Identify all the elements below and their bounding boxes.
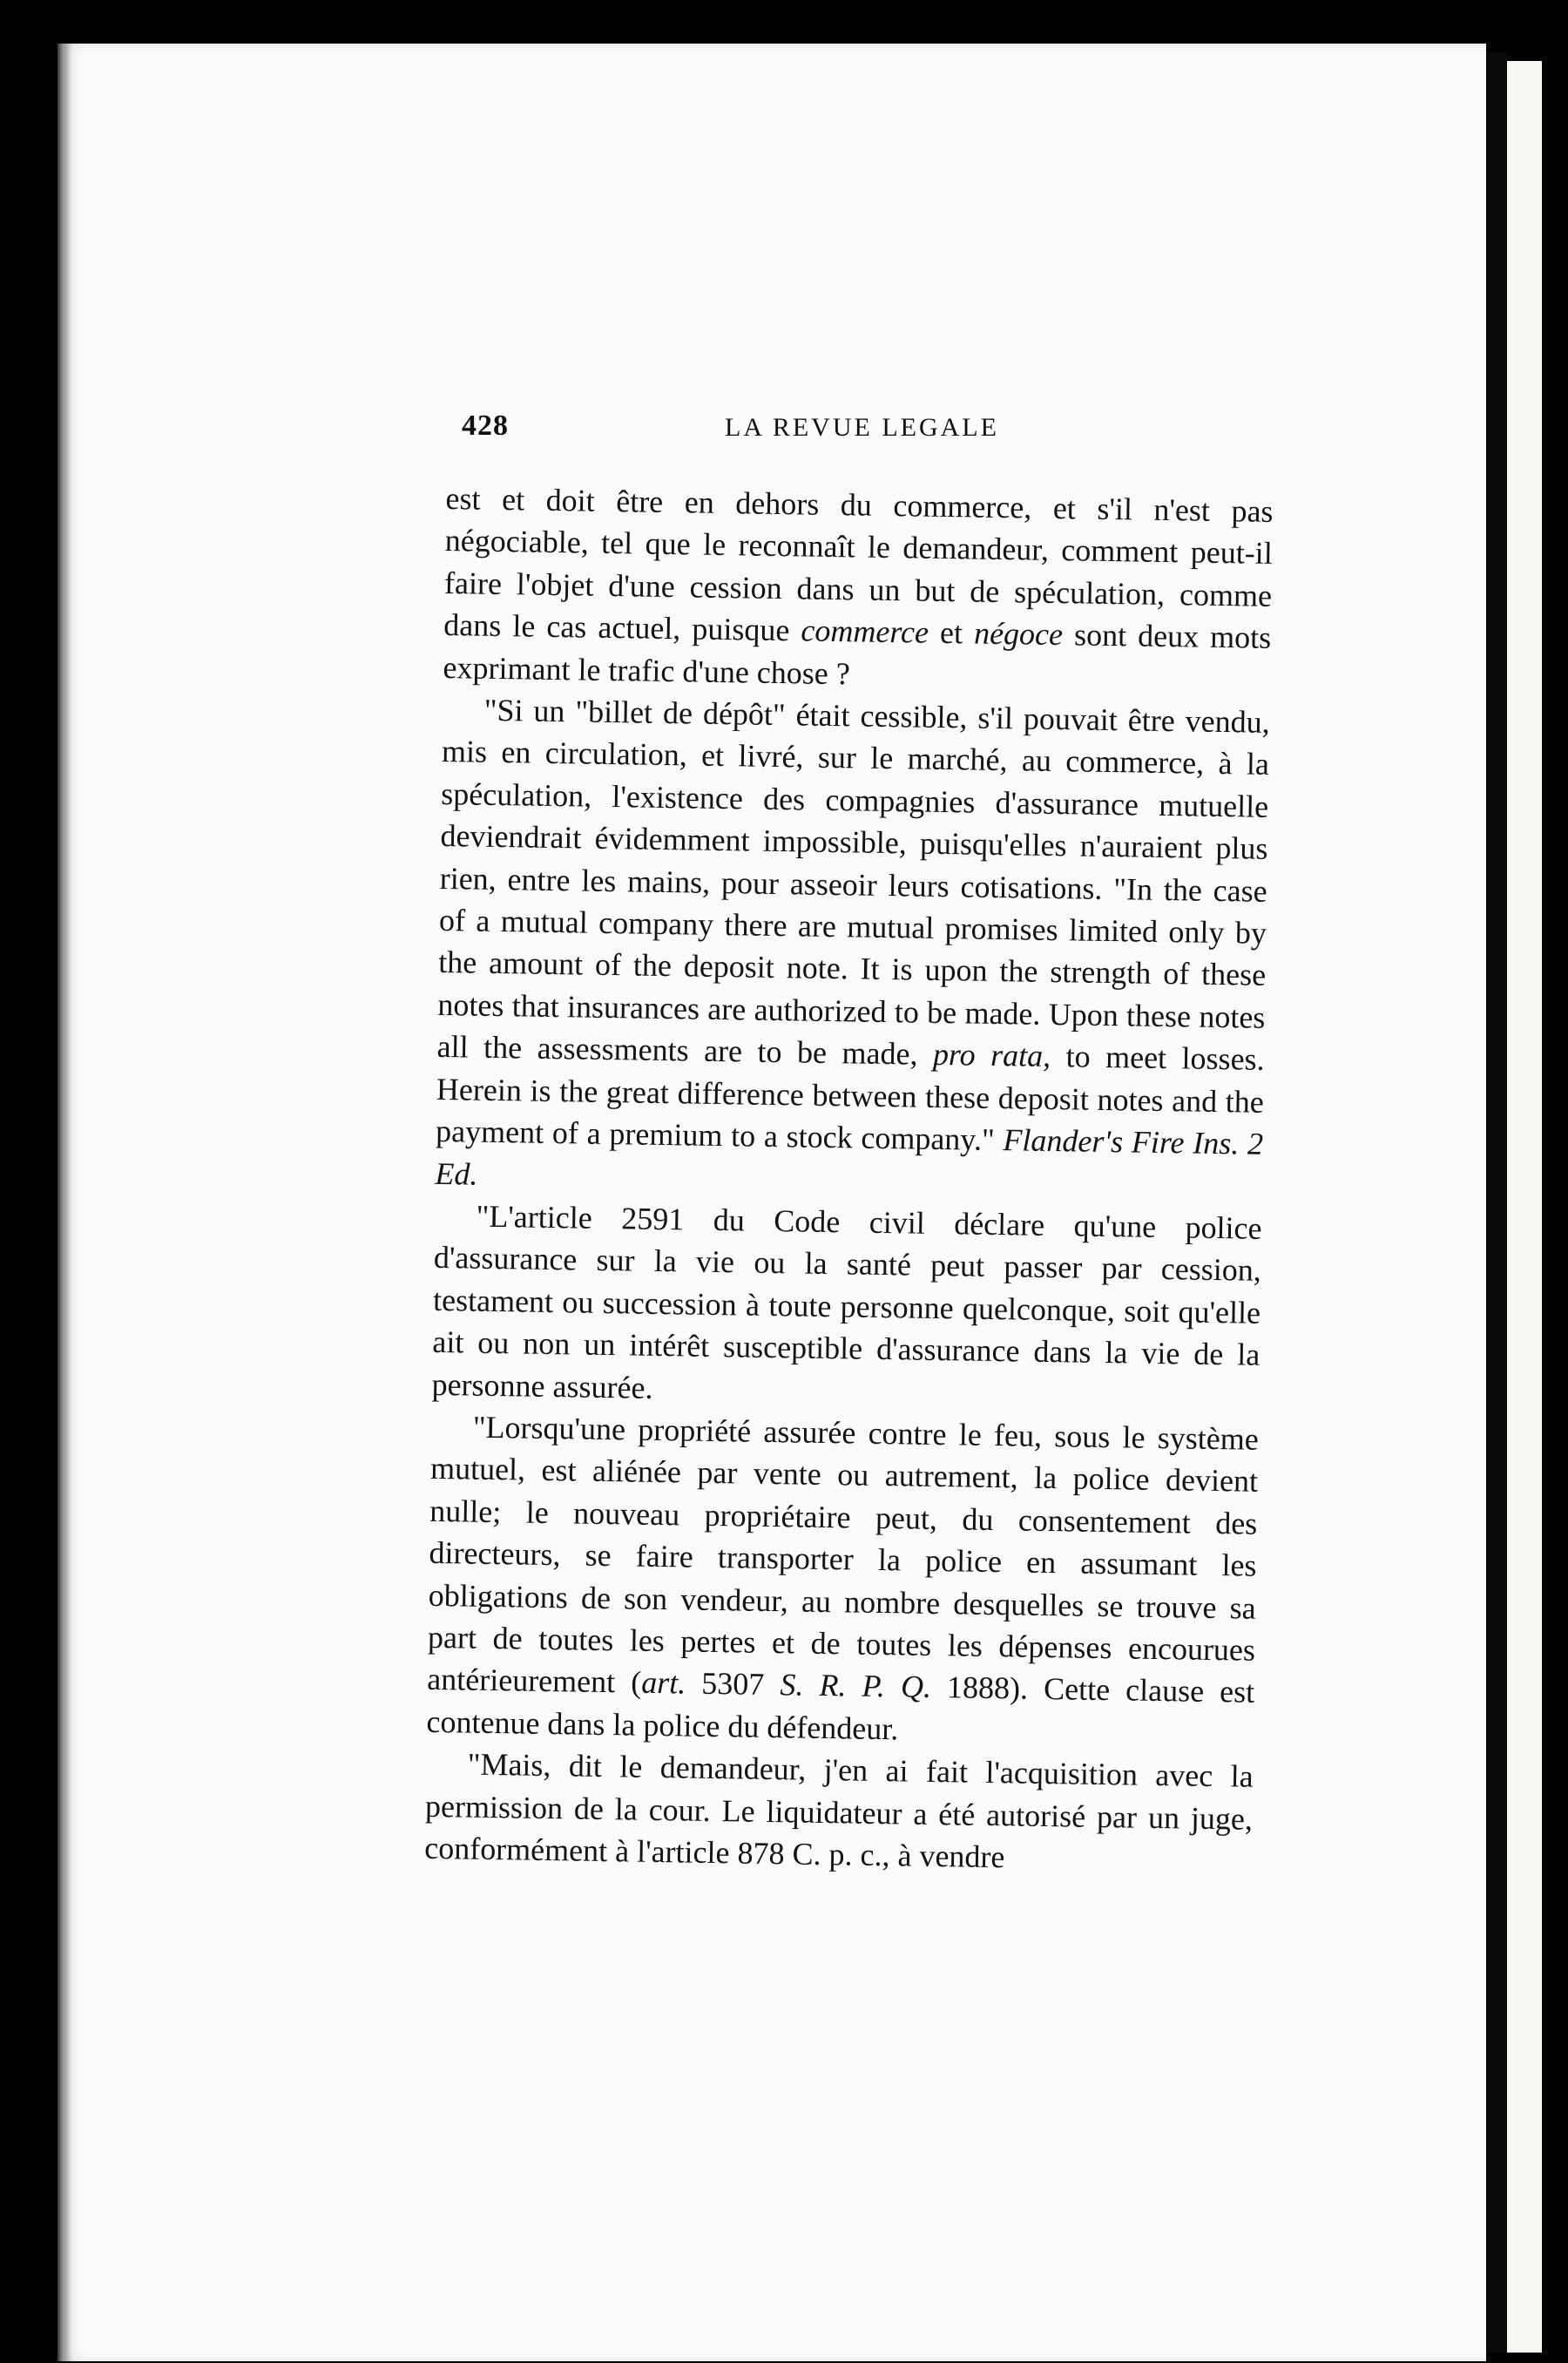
italic-term: négoce	[973, 615, 1064, 653]
scan-border	[1486, 52, 1507, 2353]
citation: S. R. P. Q.	[780, 1667, 932, 1705]
paragraph: "Lorsqu'une propriété assurée contre le feu, sous le système mutuel, est aliénée par vente ou autrement, la police devient nulle; le nouveau propriétaire peut, du consentement des directeurs, se faire transporter la police en assumant les obligations de son vendeur, au nombre desquelles se trouve sa part de toutes les pertes et de toutes les dépenses encourues antérieurement (art. 5307 S. R. P. Q. 1888). Cette clause est contenue dans la police du défendeur.	[426, 1409, 1260, 1747]
citation: Flander's Fire Ins. 2 Ed.	[435, 1122, 1264, 1192]
paragraph: "L'article 2591 du Code civil déclare qu'une police d'assurance sur la vie ou la santé peut passer par cession, testament ou succession à toute personne quelconque, soit qu'elle ait ou non un intérêt susceptible d'assurance dans la vie de la personne assurée.	[431, 1198, 1262, 1405]
paragraph: "Si un "billet de dépôt" était cessible, s'il pouvait être vendu, mis en circulation, et livré, sur le marché, au commerce, à la spéculation, l'existence des compagnies d'assurance mutuelle deviendrait évidemment impossible, puisqu'elles n'auraient plus rien, entre les mains, pour asseoir leurs cotisations. "In the case of a mutual company there are mutual promises limited only by the amount of the deposit note. It is upon the strength of these notes that insurances are authorized to be made. Upon these notes all the assessments are to be made, pro rata, to meet losses. Herein is the great difference between these deposit notes and the payment of a premium to a stock company." Flander's Fire Ins. 2 Ed.	[435, 692, 1271, 1192]
running-head: LA REVUE LEGALE	[725, 413, 999, 442]
italic-term: pro rata,	[932, 1037, 1051, 1074]
next-page-edge	[1507, 61, 1542, 2353]
body-text	[424, 477, 1274, 1882]
page-gutter-shadow	[57, 44, 71, 2361]
page-header	[462, 410, 1281, 453]
italic-term: commerce	[801, 613, 929, 650]
paragraph: "Mais, dit le demandeur, j'en ai fait l'acquisition avec la permission de la cour. Le liquidateur a été autorisé par un juge, conformément à l'article 878 C. p. c., à vendre	[423, 1746, 1254, 1875]
citation: art.	[640, 1665, 686, 1701]
page-number: 428	[462, 410, 509, 442]
paragraph: est et doit être en dehors du commerce, et s'il n'est pas négociable, tel que le reconnaît le demandeur, comment peut-il faire l'objet d'une cession dans un but de spéculation, comme dans le cas actuel, puisque commerce et négoce sont deux mots exprimant le trafic d'une chose ?	[443, 480, 1274, 691]
